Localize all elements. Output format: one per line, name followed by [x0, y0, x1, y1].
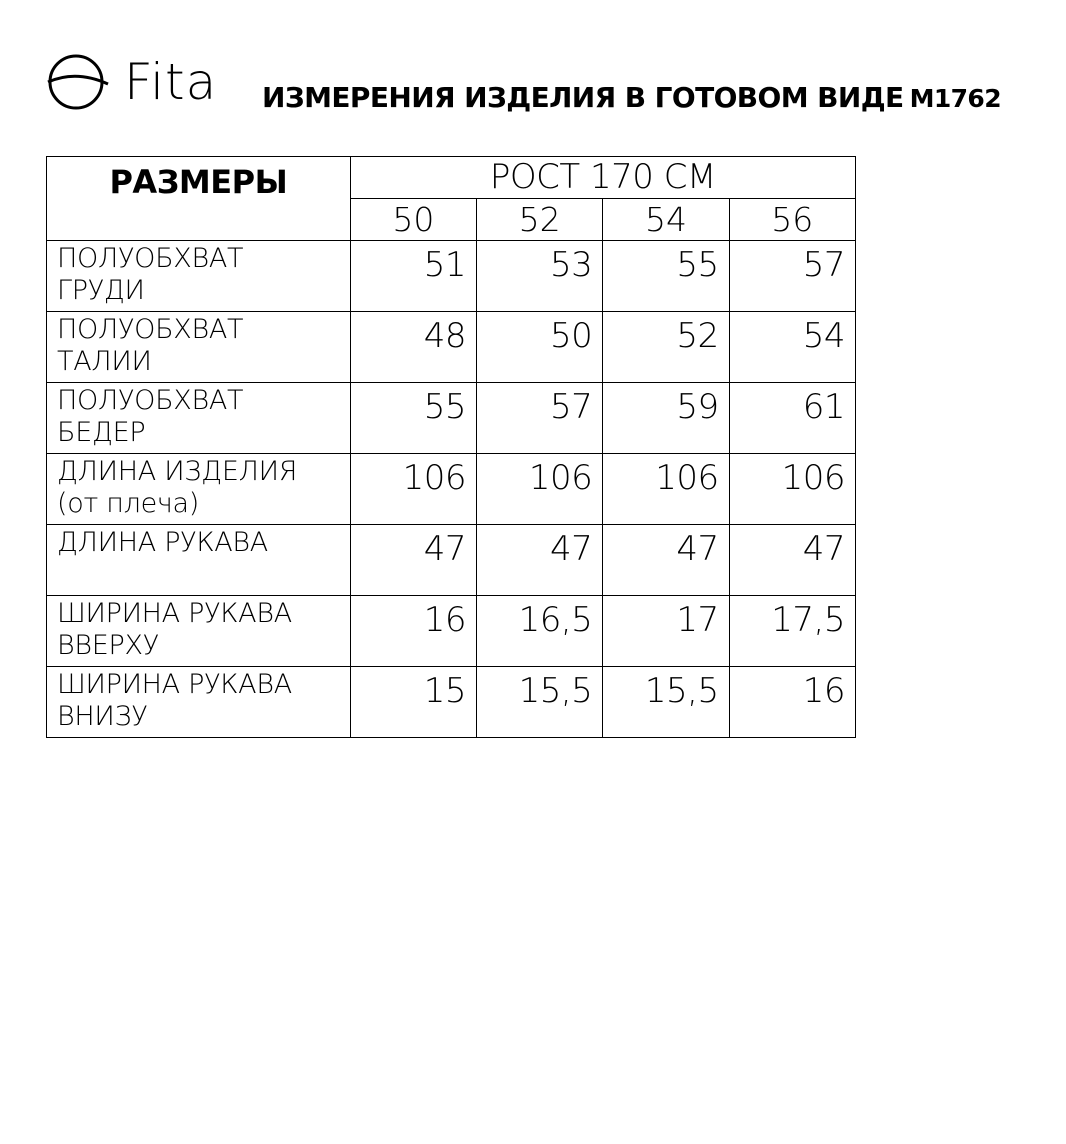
measurement-value: 17: [603, 596, 729, 667]
measurement-value: 57: [729, 241, 855, 312]
brand-name: Fita: [124, 53, 218, 111]
measurement-value: 16,5: [477, 596, 603, 667]
document-title-text: ИЗМЕРЕНИЯ ИЗДЕЛИЯ В ГОТОВОМ ВИДЕ: [262, 81, 904, 114]
measurement-value: 106: [729, 454, 855, 525]
measurement-label-line1: ПОЛУОБХВАТ: [57, 314, 244, 345]
measurement-value: 54: [729, 312, 855, 383]
measurement-value: 47: [477, 525, 603, 596]
measurement-label: [47, 312, 351, 383]
measurement-label-line1: ДЛИНА ИЗДЕЛИЯ: [57, 456, 298, 487]
measurement-value: 55: [350, 383, 476, 454]
table-row: [47, 383, 856, 454]
measurement-value: 57: [477, 383, 603, 454]
measurement-label-line1: ДЛИНА РУКАВА: [57, 527, 268, 558]
measurement-value: 15: [350, 667, 476, 738]
measurement-label: [47, 596, 351, 667]
measurement-value: 47: [603, 525, 729, 596]
measurement-value: 50: [477, 312, 603, 383]
measurement-value: 52: [603, 312, 729, 383]
size-column-header: 54: [603, 199, 729, 241]
measurement-label-line1: ШИРИНА РУКАВА: [57, 669, 292, 700]
table-row: [47, 241, 856, 312]
measurement-value: 48: [350, 312, 476, 383]
size-column-header: 50: [350, 199, 476, 241]
table-row: [47, 596, 856, 667]
measurement-value: 59: [603, 383, 729, 454]
measurement-value: 47: [729, 525, 855, 596]
measurement-label: [47, 454, 351, 525]
measurement-value: 55: [603, 241, 729, 312]
measurement-value: 106: [477, 454, 603, 525]
measurement-value: 106: [603, 454, 729, 525]
measurement-value: 15,5: [477, 667, 603, 738]
sizes-header: РАЗМЕРЫ: [47, 157, 351, 241]
measurement-label-line1: ПОЛУОБХВАТ: [57, 243, 244, 274]
measurement-value: 16: [729, 667, 855, 738]
size-measurements-table: [46, 156, 856, 738]
measurement-label: [47, 383, 351, 454]
measurement-label: [47, 241, 351, 312]
brand-logo: [46, 52, 217, 112]
measurement-value: 16: [350, 596, 476, 667]
size-column-header: 56: [729, 199, 855, 241]
measurement-label-line2: БЕДЕР: [57, 417, 146, 448]
measurement-value: 15,5: [603, 667, 729, 738]
measurement-value: 47: [350, 525, 476, 596]
document-title: [262, 78, 1001, 119]
measurement-label-line2: ВВЕРХУ: [57, 630, 159, 661]
measurement-value: 61: [729, 383, 855, 454]
theta-logo-icon: [46, 52, 110, 112]
table-row: [47, 312, 856, 383]
table-row: [47, 525, 856, 596]
measurement-label-line2: ГРУДИ: [57, 275, 145, 306]
measurement-label: [47, 525, 351, 596]
measurement-label: [47, 667, 351, 738]
measurement-label-line2: ВНИЗУ: [57, 701, 148, 732]
measurement-value: 53: [477, 241, 603, 312]
measurement-value: 17,5: [729, 596, 855, 667]
measurement-value: 51: [350, 241, 476, 312]
measurement-value: 106: [350, 454, 476, 525]
table-row: [47, 667, 856, 738]
size-column-header: 52: [477, 199, 603, 241]
measurement-label-line1: ШИРИНА РУКАВА: [57, 598, 292, 629]
model-code: М1762: [909, 84, 1002, 113]
height-header: РОСТ 170 СМ: [350, 157, 855, 199]
table-header-row: [47, 157, 856, 199]
measurement-label-line1: ПОЛУОБХВАТ: [57, 385, 244, 416]
table-row: [47, 454, 856, 525]
measurement-label-line2: (от плеча): [57, 488, 200, 519]
measurement-label-line2: ТАЛИИ: [57, 346, 152, 377]
